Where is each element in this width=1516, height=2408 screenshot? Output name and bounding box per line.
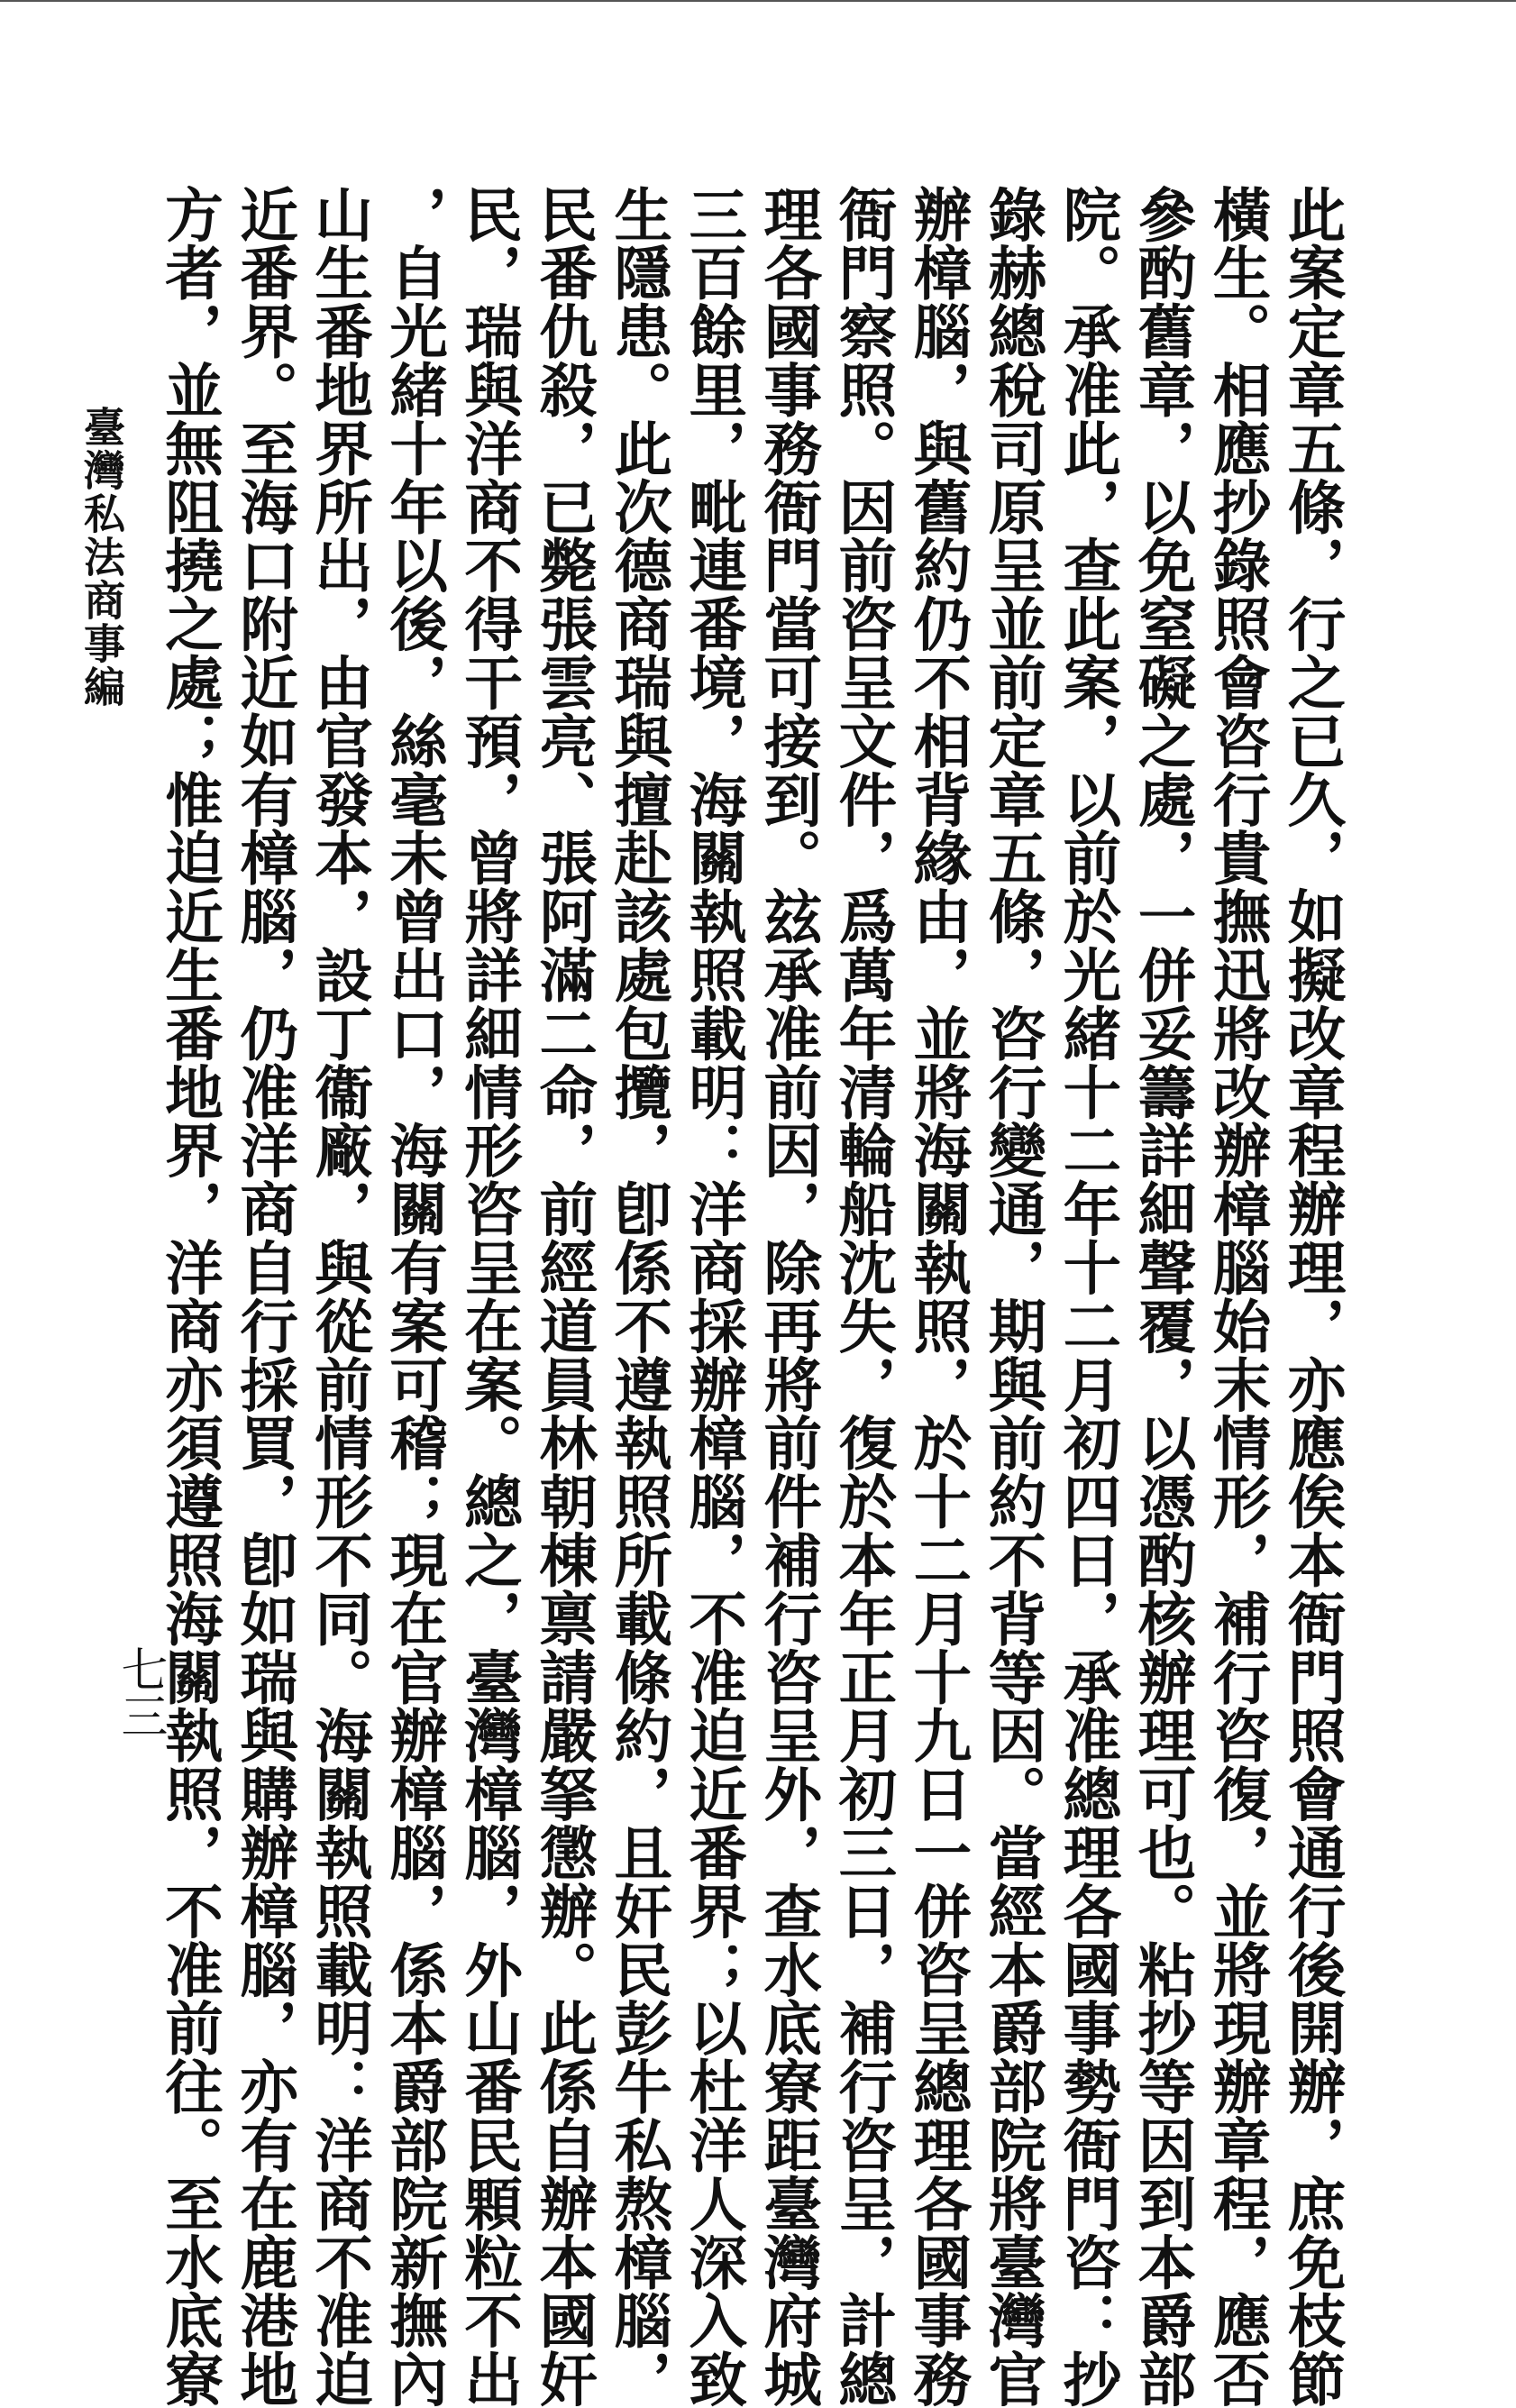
text-column: ，自光緒十年以後，絲毫未曾出口，海關有案可稽；現在官辦樟腦，係本爵部院新撫內 <box>379 185 449 2408</box>
text-column: 民番仇殺，已斃張雲亮、張阿滿二命，前經道員林朝棟禀請嚴拏懲辦。此係自辦本國奸 <box>529 185 598 2408</box>
text-column: 近番界。至海口附近如有樟腦，仍准洋商自行採買，卽如瑞與購辦樟腦，亦有在鹿港地 <box>230 185 299 2408</box>
text-column: 院。承准此，查此案，以前於光緒十二年十二月初四日，承准總理各國事勢衙門咨：抄 <box>1053 185 1122 2408</box>
page-number: 七三 <box>113 1645 167 1739</box>
text-column: 理各國事務衙門當可接到。玆承准前因，除再將前件補行咨呈外，查水底寮距臺灣府城 <box>753 185 823 2408</box>
text-column: 方者，並無阻撓之處；惟迫近生番地界，洋商亦須遵照海關執照，不准前往。至水底寮 <box>155 185 224 2408</box>
text-column: 橫生。相應抄錄照會咨行貴撫迅將改辦樟腦始末情形，補行咨復，並將現辦章程，應否 <box>1202 185 1272 2408</box>
text-column: 此案定章五條，行之已久，如擬改章程辦理，亦應俟本衙門照會通行後開辦，庶免枝節 <box>1278 185 1347 2408</box>
text-column: 三百餘里，毗連番境，海關執照載明：洋商採辦樟腦，不准迫近番界；以杜洋人深入致 <box>679 185 748 2408</box>
text-column: 生隱患。此次德商瑞與擅赴該處包攬，卽係不遵執照所載條約，且奸民彭牛私熬樟腦， <box>604 185 673 2408</box>
text-column: 民，瑞與洋商不得干預，曾將詳細情形咨呈在案。總之，臺灣樟腦，外山番民顆粒不出 <box>454 185 524 2408</box>
text-column: 衙門察照。因前咨呈文件，爲萬年清輪船沈失，復於本年正月初三日，補行咨呈，計總 <box>828 185 898 2408</box>
top-border-line <box>0 0 1516 2</box>
text-column: 山生番地界所出，由官發本，設丁衞廠，與從前情形不同。海關執照載明：洋商不准迫 <box>305 185 374 2408</box>
body-text <box>155 185 1347 2408</box>
text-column: 辦樟腦，與舊約仍不相背緣由，並將海關執照，於十二月十九日一併咨呈總理各國事務 <box>903 185 973 2408</box>
text-column: 錄赫總稅司原呈並前定章五條，咨行變通，期與前約不背等因。當經本爵部院將臺灣官 <box>978 185 1047 2408</box>
running-title: 臺灣私法商事編 <box>78 406 126 709</box>
text-column: 參酌舊章，以免窒礙之處，一併妥籌詳細聲覆，以憑酌核辦理可也。粘抄等因到本爵部 <box>1128 185 1197 2408</box>
